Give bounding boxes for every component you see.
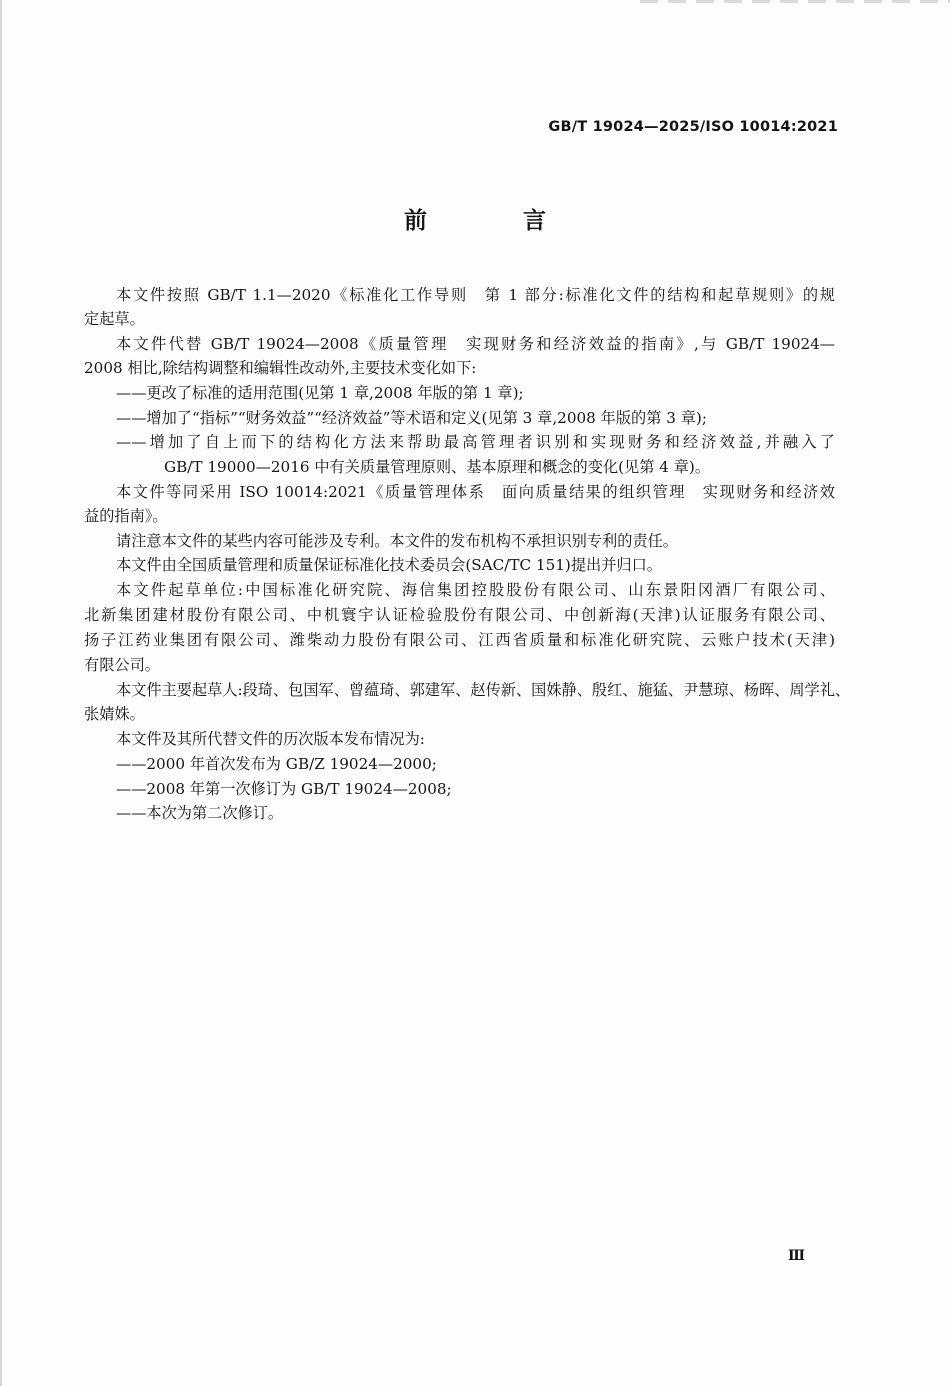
list-item: ——2008 年第一次修订为 GB/T 19024—2008; [116, 780, 452, 798]
paragraph-line: 请注意本文件的某些内容可能涉及专利。本文件的发布机构不承担识别专利的责任。 [116, 532, 678, 550]
page-number: Ⅲ [788, 1248, 805, 1264]
list-item: ——2000 年首次发布为 GB/Z 19024—2000; [116, 755, 437, 773]
page-title: 前 言 [403, 208, 590, 234]
scan-artifact [640, 0, 950, 3]
list-item: ——更改了标准的适用范围(见第 1 章,2008 年版的第 1 章); [116, 384, 524, 402]
list-item: ——增加了“指标”“财务效益”“经济效益”等术语和定义(见第 3 章,2008 年版的第 3 章); [116, 409, 707, 427]
list-item: ——本次为第二次修订。 [116, 804, 284, 822]
paragraph-line: 北新集团建材股份有限公司、中机寰宇认证检验股份有限公司、中创新海(天津)认证服务有限公司、 [84, 606, 835, 624]
paragraph-line: 2008 相比,除结构调整和编辑性改动外,主要技术变化如下: [84, 359, 477, 377]
paragraph-line: 张婧姝。 [84, 705, 145, 723]
paragraph-line: 扬子江药业集团有限公司、潍柴动力股份有限公司、江西省质量和标准化研究院、云账户技术(天津) [84, 631, 835, 649]
paragraph-line: 益的指南》。 [84, 507, 168, 525]
standard-code: GB/T 19024—2025/ISO 10014:2021 [548, 119, 838, 135]
list-item: ——增加了自上而下的结构化方法来帮助最高管理者识别和实现财务和经济效益,并融入了 [116, 433, 835, 451]
paragraph-line: 本文件代替 GB/T 19024—2008《质量管理 实现财务和经济效益的指南》,与 GB/T 19024— [116, 335, 835, 353]
paragraph-line: 本文件等同采用 ISO 10014:2021《质量管理体系 面向质量结果的组织管理 实现财务和经济效 [116, 483, 835, 501]
paragraph-line: 本文件由全国质量管理和质量保证标准化技术委员会(SAC/TC 151)提出并归口。 [116, 556, 662, 574]
paragraph-line: 有限公司。 [84, 656, 160, 674]
paragraph-line: 本文件及其所代替文件的历次版本发布情况为: [116, 730, 425, 748]
paragraph-line: 本文件按照 GB/T 1.1—2020《标准化工作导则 第 1 部分:标准化文件的结构和起草规则》的规 [116, 286, 835, 304]
paragraph-line: 定起草。 [84, 310, 145, 328]
paragraph-line: 本文件主要起草人:段琦、包国军、曾蕴琦、郭建军、赵传新、国姝静、殷红、施猛、尹慧琼、杨晖、周学礼、 [116, 681, 851, 699]
list-item-continuation: GB/T 19000—2016 中有关质量管理原则、基本原理和概念的变化(见第 4 章)。 [164, 458, 711, 476]
paragraph-line: 本文件起草单位:中国标准化研究院、海信集团控股股份有限公司、山东景阳冈酒厂有限公司、 [116, 581, 835, 599]
